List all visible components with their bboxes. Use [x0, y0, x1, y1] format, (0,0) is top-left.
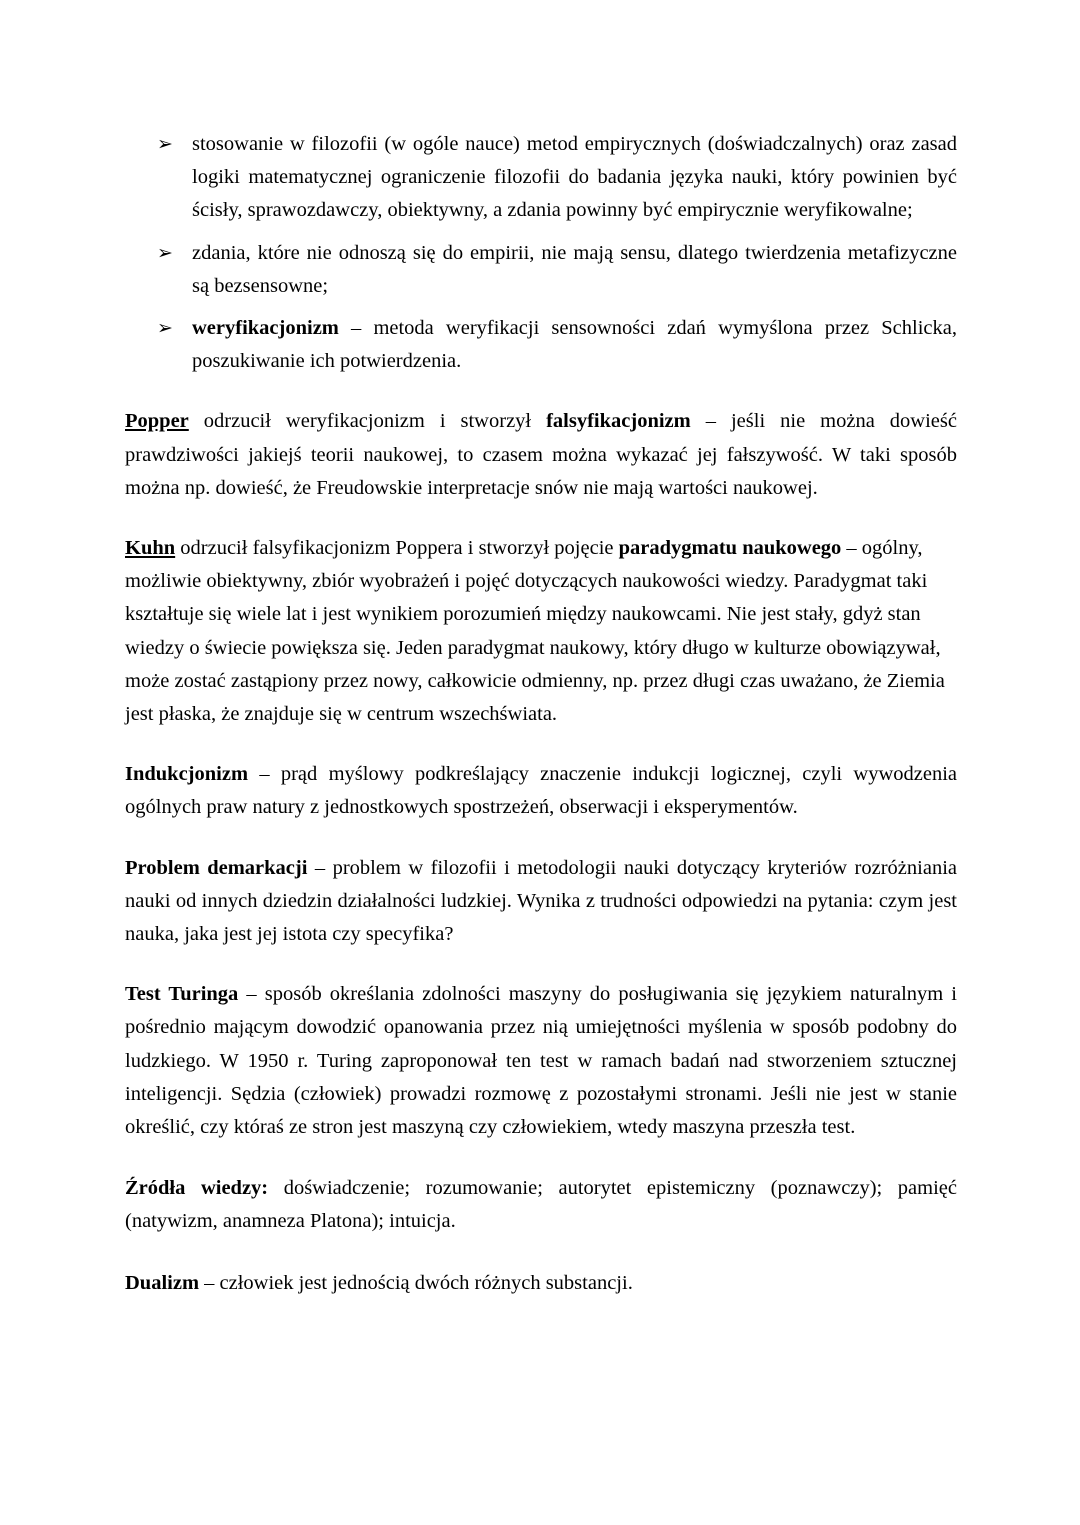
paragraph-indukcjonizm-text: – prąd myślowy podkreślający znaczenie indukcji logicznej, czyli wywodzenia ogólnych praw natury z jednostkowych spostrzeżeń, obserwacji i eksperymentów. — [125, 763, 957, 819]
paragraph-popper — [125, 405, 957, 505]
arrow-bullet-icon: ➢ — [157, 133, 173, 155]
list-item — [125, 312, 957, 378]
term-zrodla-wiedzy: Źródła wiedzy: — [125, 1177, 269, 1200]
list-item-text: zdania, które nie odnoszą się do empirii, nie mają sensu, dlatego twierdzenia metafizyczne są bezsensowne; — [192, 241, 957, 297]
paragraph-kuhn-part1: odrzucił falsyfikacjonizm Poppera i stworzył pojęcie — [175, 537, 619, 560]
document-body — [125, 128, 957, 1300]
term-falsyfikacjonizm: falsyfikacjonizm — [546, 410, 691, 433]
term-indukcjonizm: Indukcjonizm — [125, 763, 249, 786]
term-problem-demarkacji: Problem demarkacji — [125, 856, 308, 879]
paragraph-popper-part1: odrzucił weryfikacjonizm i stworzył — [188, 410, 547, 433]
paragraph-kuhn — [125, 532, 957, 731]
list-item — [125, 128, 957, 228]
paragraph-popper-part2: – jeśli nie można dowieść prawdziwości jakiejś teorii naukowej, to czasem można wykazać jej fałszywość. W taki sposób można np. dowieść, że Freudowskie interpretacje snów nie mają wartości naukowej. — [125, 410, 957, 499]
arrow-bullet-icon: ➢ — [157, 317, 173, 340]
bullet-list — [125, 128, 957, 378]
term-test-turinga: Test Turinga — [125, 983, 239, 1006]
list-item — [125, 237, 957, 303]
list-item-text: metoda weryfikacji sensowności zdań wymyślona przez Schlicka, poszukiwanie ich potwierdzenia. — [192, 317, 957, 373]
list-item-dash: – — [338, 317, 374, 340]
paragraph-problem-demarkacji — [125, 852, 957, 952]
paragraph-zrodla-wiedzy — [125, 1172, 957, 1238]
term-kuhn: Kuhn — [125, 537, 176, 560]
list-item-text: stosowanie w filozofii (w ogóle nauce) metod empirycznych (doświadczalnych) oraz zasad logiki matematycznej ograniczenie filozofii do badania języka nauki, który powinien być ścisły, sprawozdawczy, obiektywny, a zdania powinny być empirycznie weryfikowalne; — [192, 133, 957, 222]
term-paradygmat-naukowy: paradygmatu naukowego — [618, 537, 842, 560]
arrow-bullet-icon: ➢ — [157, 241, 173, 264]
term-popper: Popper — [125, 410, 189, 433]
term-dualizm: Dualizm — [125, 1271, 200, 1294]
paragraph-dualizm — [125, 1267, 957, 1300]
paragraph-dualizm-text: – człowiek jest jednością dwóch różnych substancji. — [199, 1271, 633, 1294]
paragraph-indukcjonizm — [125, 758, 957, 824]
paragraph-kuhn-part2: – ogólny, możliwie obiektywny, zbiór wyobrażeń i pojęć dotyczących naukowości wiedzy. Paradygmat taki kształtuje się wiele lat i jest wynikiem porozumień między naukowcami. Nie jest stały, gdyż stan wiedzy o świecie powiększa się. Jeden paradygmat naukowy, który długo w kulturze obowiązywał, może zostać zastąpiony przez nowy, całkowicie odmienny, np. przez długi czas uważano, że Ziemia jest płaska, że znajduje się w centrum wszechświata. — [125, 537, 945, 726]
paragraph-test-turinga-text: – sposób określania zdolności maszyny do posługiwania się językiem naturalnym i pośrednio mającym dowodzić opanowania przez nią umiejętności myślenia w sposób podobny do ludzkiego. W 1950 r. Turing zaproponował ten test w ramach badań nad stworzeniem sztucznej inteligencji. Sędzia (człowiek) prowadzi rozmowę z pozostałymi stronami. Jeśli nie jest w stanie określić, czy któraś ze stron jest maszyną czy człowiekiem, wtedy maszyna przeszła test. — [125, 983, 957, 1139]
paragraph-test-turinga — [125, 978, 957, 1144]
paragraph-problem-demarkacji-text: – problem w filozofii i metodologii nauki dotyczący kryteriów rozróżniania nauki od innych dziedzin działalności ludzkiej. Wynika z trudności odpowiedzi na pytania: czym jest nauka, jaka jest jej istota czy specyfika? — [125, 856, 957, 946]
paragraph-zrodla-wiedzy-text: doświadczenie; rozumowanie; autorytet epistemiczny (poznawczy); pamięć (natywizm, anamneza Platona); intuicja. — [125, 1177, 957, 1233]
list-item-term: weryfikacjonizm — [192, 317, 339, 340]
